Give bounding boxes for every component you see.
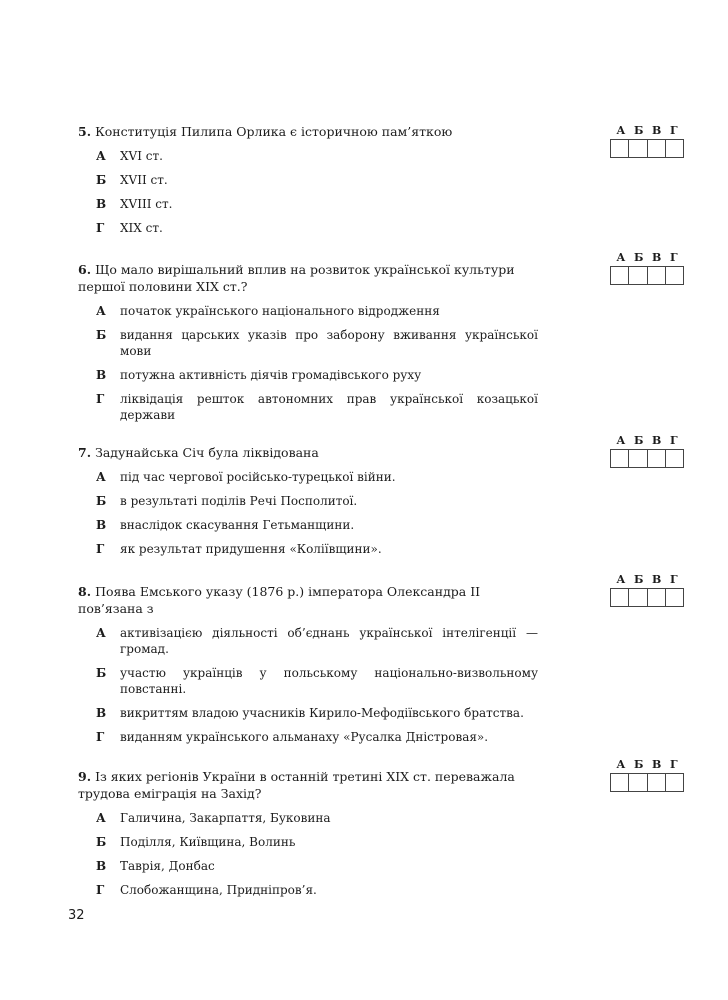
answer-letters [610,124,684,137]
answer-letters [610,573,684,586]
option-text: Таврія, Донбас [120,859,215,873]
answer-cell-d[interactable] [666,589,683,606]
question-text [78,768,538,802]
answer-letter: Б [633,758,644,771]
answer-letter: В [652,434,662,447]
option-a[interactable] [78,810,538,826]
answer-cell-b[interactable] [629,450,647,467]
option-a[interactable] [78,148,538,164]
option-c[interactable] [78,705,538,721]
option-letter: А [96,626,106,640]
option-letter: Г [96,392,105,406]
option-letter: А [96,811,106,825]
answer-cell-b[interactable] [629,774,647,791]
option-letter: Г [96,730,105,744]
answer-letter: Б [633,573,644,586]
option-b[interactable] [78,172,538,188]
option-text: потужна активність діячів громадівського руху [120,368,422,382]
option-text: Слобожанщина, Придніпров’я. [120,883,317,897]
answer-cells [610,449,684,468]
answer-cell-b[interactable] [629,589,647,606]
answer-grid-9 [610,758,684,792]
question-prompt: Поява Емського указу (1876 р.) імператора Олександра II пов’язана з [78,584,481,616]
answer-cell-b[interactable] [629,267,647,284]
answer-letters [610,434,684,447]
options-list [78,625,538,745]
answer-cell-d[interactable] [666,267,683,284]
option-d[interactable] [78,220,538,236]
answer-letter: Б [633,124,644,137]
option-text: XIX ст. [120,221,163,235]
answer-cell-c[interactable] [648,450,666,467]
question-9 [78,768,538,906]
option-b[interactable] [78,327,538,359]
question-prompt: Конституція Пилипа Орлика є історичною пам’яткою [95,124,453,139]
answer-letter: Г [670,124,678,137]
question-prompt: Що мало вирішальний вплив на розвиток української культури першої половини XIX ст.? [78,262,515,294]
answer-letter: Б [633,434,644,447]
answer-cell-d[interactable] [666,140,683,157]
answer-cells [610,588,684,607]
option-letter: Г [96,883,105,897]
option-text: Галичина, Закарпаття, Буковина [120,811,331,825]
answer-letter: А [616,573,626,586]
option-text: активізацією діяльності об’єднань української інтелігенції — громад. [120,626,538,656]
answer-letter: А [616,251,626,264]
option-d[interactable] [78,391,538,423]
question-6 [78,261,538,431]
question-text [78,123,538,140]
option-letter: Б [96,666,107,680]
answer-cell-c[interactable] [648,589,666,606]
option-letter: Б [96,494,107,508]
option-d[interactable] [78,729,538,745]
answer-cell-a[interactable] [611,450,629,467]
option-text: під час чергової російсько-турецької війни. [120,470,396,484]
answer-cells [610,266,684,285]
answer-letter: А [616,758,626,771]
option-letter: В [96,197,107,211]
option-letter: Б [96,173,107,187]
option-a[interactable] [78,469,538,485]
answer-grid-8 [610,573,684,607]
answer-grid-5 [610,124,684,158]
answer-letter: Б [633,251,644,264]
option-letter: А [96,470,106,484]
option-text: виданням українського альманаху «Русалка Дністровая». [120,730,489,744]
question-number: 6. [78,262,92,277]
answer-cell-c[interactable] [648,140,666,157]
answer-cells [610,773,684,792]
option-text: викриттям владою учасників Кирило-Мефодіївського братства. [120,706,524,720]
option-letter: В [96,518,107,532]
option-letter: В [96,706,107,720]
answer-letter: Г [670,434,678,447]
question-text [78,583,538,617]
answer-cells [610,139,684,158]
answer-cell-c[interactable] [648,774,666,791]
answer-grid-7 [610,434,684,468]
options-list [78,303,538,423]
answer-cell-a[interactable] [611,140,629,157]
question-number: 9. [78,769,92,784]
answer-grid-6 [610,251,684,285]
option-b[interactable] [78,493,538,509]
option-text: видання царських указів про заборону вживання української мови [120,328,538,358]
option-text: Поділля, Київщина, Волинь [120,835,296,849]
option-text: участю українців у польському національно-визвольному повстанні. [120,666,538,696]
question-text [78,444,538,461]
option-letter: В [96,859,107,873]
page-number: 32 [68,908,85,923]
option-c[interactable] [78,367,538,383]
options-list [78,148,538,236]
option-text: XVI ст. [120,149,163,163]
option-letter: Б [96,835,107,849]
answer-cell-d[interactable] [666,450,683,467]
answer-cell-a[interactable] [611,589,629,606]
answer-letter: Г [670,573,678,586]
question-number: 5. [78,124,92,139]
question-text [78,261,538,295]
answer-letter: В [652,124,662,137]
option-text: XVII ст. [120,173,168,187]
option-letter: Г [96,542,105,556]
option-c[interactable] [78,196,538,212]
answer-letters [610,758,684,771]
option-b[interactable] [78,834,538,850]
question-7 [78,444,538,565]
answer-letter: В [652,573,662,586]
option-text: XVIII ст. [120,197,173,211]
option-letter: Б [96,328,107,342]
option-c[interactable] [78,517,538,533]
answer-cell-d[interactable] [666,774,683,791]
option-text: в результаті поділів Речі Посполитої. [120,494,358,508]
option-letter: В [96,368,107,382]
question-5 [78,123,538,244]
question-number: 8. [78,584,92,599]
answer-letter: В [652,251,662,264]
options-list [78,810,538,898]
option-letter: Г [96,221,105,235]
option-b[interactable] [78,665,538,697]
answer-cell-c[interactable] [648,267,666,284]
option-text: ліквідація решток автономних прав української козацької держави [120,392,538,422]
option-c[interactable] [78,858,538,874]
option-text: початок українського національного відродження [120,304,440,318]
option-letter: А [96,149,106,163]
answer-cell-a[interactable] [611,774,629,791]
option-d[interactable] [78,541,538,557]
answer-letter: А [616,434,626,447]
answer-letters [610,251,684,264]
option-a[interactable] [78,625,538,657]
answer-letter: Г [670,758,678,771]
option-text: внаслідок скасування Гетьманщини. [120,518,355,532]
answer-cell-b[interactable] [629,140,647,157]
question-8 [78,583,538,753]
options-list [78,469,538,557]
question-number: 7. [78,445,92,460]
answer-letter: А [616,124,626,137]
option-a[interactable] [78,303,538,319]
question-prompt: Із яких регіонів України в останній третині XIX ст. переважала трудова еміграція на Захід? [78,769,515,801]
answer-letter: Г [670,251,678,264]
option-text: як результат придушення «Коліївщини». [120,542,382,556]
answer-cell-a[interactable] [611,267,629,284]
option-d[interactable] [78,882,538,898]
answer-letter: В [652,758,662,771]
option-letter: А [96,304,106,318]
question-prompt: Задунайська Січ була ліквідована [95,445,319,460]
